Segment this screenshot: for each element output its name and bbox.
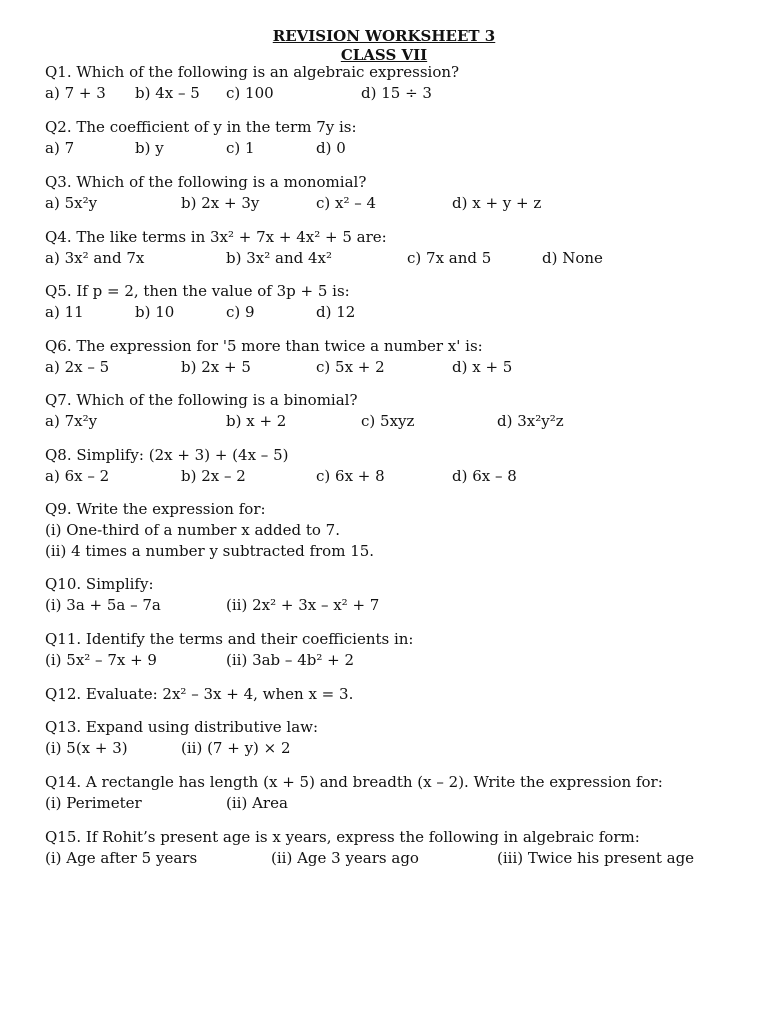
q11-part-ii: (ii) 3ab – 4b² + 2 bbox=[226, 651, 354, 669]
question-7: Q7. Which of the following is a binomial? bbox=[45, 391, 358, 409]
q9-part-i: (i) One-third of a number x added to 7. bbox=[45, 521, 340, 539]
q2-option-d: d) 0 bbox=[316, 139, 346, 157]
question-2: Q2. The coefficient of y in the term 7y is: bbox=[45, 118, 357, 136]
question-13: Q13. Expand using distributive law: bbox=[45, 718, 319, 736]
q4-option-b: b) 3x² and 4x² bbox=[226, 249, 332, 267]
worksheet-title: REVISION WORKSHEET 3 bbox=[272, 27, 496, 45]
q8-option-c: c) 6x + 8 bbox=[316, 467, 385, 485]
q5-option-b: b) 10 bbox=[135, 303, 175, 321]
question-14: Q14. A rectangle has length (x + 5) and breadth (x – 2). Write the expression for: bbox=[45, 773, 663, 791]
class-label: CLASS VII bbox=[340, 46, 428, 64]
q4-option-a: a) 3x² and 7x bbox=[45, 249, 145, 267]
question-11: Q11. Identify the terms and their coefficients in: bbox=[45, 630, 414, 648]
q6-option-d: d) x + 5 bbox=[452, 358, 513, 376]
q6-option-b: b) 2x + 5 bbox=[181, 358, 251, 376]
q10-part-i: (i) 3a + 5a – 7a bbox=[45, 596, 161, 614]
q13-part-ii: (ii) (7 + y) × 2 bbox=[181, 739, 291, 757]
q7-option-d: d) 3x²y²z bbox=[497, 412, 564, 430]
q3-option-b: b) 2x + 3y bbox=[181, 194, 260, 212]
question-9: Q9. Write the expression for: bbox=[45, 500, 266, 518]
q15-part-iii: (iii) Twice his present age bbox=[497, 849, 695, 867]
question-1: Q1. Which of the following is an algebraic expression? bbox=[45, 63, 460, 81]
question-10: Q10. Simplify: bbox=[45, 575, 154, 593]
q8-option-a: a) 6x – 2 bbox=[45, 467, 110, 485]
q5-option-c: c) 9 bbox=[226, 303, 255, 321]
q9-part-ii: (ii) 4 times a number y subtracted from 15. bbox=[45, 542, 375, 560]
q6-option-a: a) 2x – 5 bbox=[45, 358, 110, 376]
q14-part-ii: (ii) Area bbox=[226, 794, 288, 812]
q15-part-i: (i) Age after 5 years bbox=[45, 849, 198, 867]
q8-option-d: d) 6x – 8 bbox=[452, 467, 517, 485]
q4-option-c: c) 7x and 5 bbox=[407, 249, 492, 267]
q3-option-c: c) x² – 4 bbox=[316, 194, 377, 212]
q3-option-a: a) 5x²y bbox=[45, 194, 98, 212]
q6-option-c: c) 5x + 2 bbox=[316, 358, 385, 376]
question-5: Q5. If p = 2, then the value of 3p + 5 is: bbox=[45, 282, 350, 300]
q4-option-d: d) None bbox=[542, 249, 603, 267]
question-4: Q4. The like terms in 3x² + 7x + 4x² + 5 are: bbox=[45, 228, 387, 246]
q7-option-b: b) x + 2 bbox=[226, 412, 287, 430]
question-3: Q3. Which of the following is a monomial? bbox=[45, 173, 367, 191]
q10-part-ii: (ii) 2x² + 3x – x² + 7 bbox=[226, 596, 380, 614]
question-6: Q6. The expression for '5 more than twice a number x' is: bbox=[45, 337, 483, 355]
q1-option-c: c) 100 bbox=[226, 84, 274, 102]
q2-option-c: c) 1 bbox=[226, 139, 255, 157]
q1-option-b: b) 4x – 5 bbox=[135, 84, 200, 102]
question-12: Q12. Evaluate: 2x² – 3x + 4, when x = 3. bbox=[45, 685, 354, 703]
q14-part-i: (i) Perimeter bbox=[45, 794, 142, 812]
q1-option-d: d) 15 ÷ 3 bbox=[361, 84, 432, 102]
question-15: Q15. If Rohit’s present age is x years, express the following in algebraic form: bbox=[45, 828, 640, 846]
q5-option-d: d) 12 bbox=[316, 303, 356, 321]
question-8: Q8. Simplify: (2x + 3) + (4x – 5) bbox=[45, 446, 289, 464]
q15-part-ii: (ii) Age 3 years ago bbox=[271, 849, 419, 867]
q5-option-a: a) 11 bbox=[45, 303, 84, 321]
q8-option-b: b) 2x – 2 bbox=[181, 467, 246, 485]
q11-part-i: (i) 5x² – 7x + 9 bbox=[45, 651, 157, 669]
q2-option-b: b) y bbox=[135, 139, 164, 157]
q13-part-i: (i) 5(x + 3) bbox=[45, 739, 128, 757]
q2-option-a: a) 7 bbox=[45, 139, 75, 157]
q1-option-a: a) 7 + 3 bbox=[45, 84, 106, 102]
q7-option-a: a) 7x²y bbox=[45, 412, 98, 430]
q3-option-d: d) x + y + z bbox=[452, 194, 542, 212]
q7-option-c: c) 5xyz bbox=[361, 412, 415, 430]
